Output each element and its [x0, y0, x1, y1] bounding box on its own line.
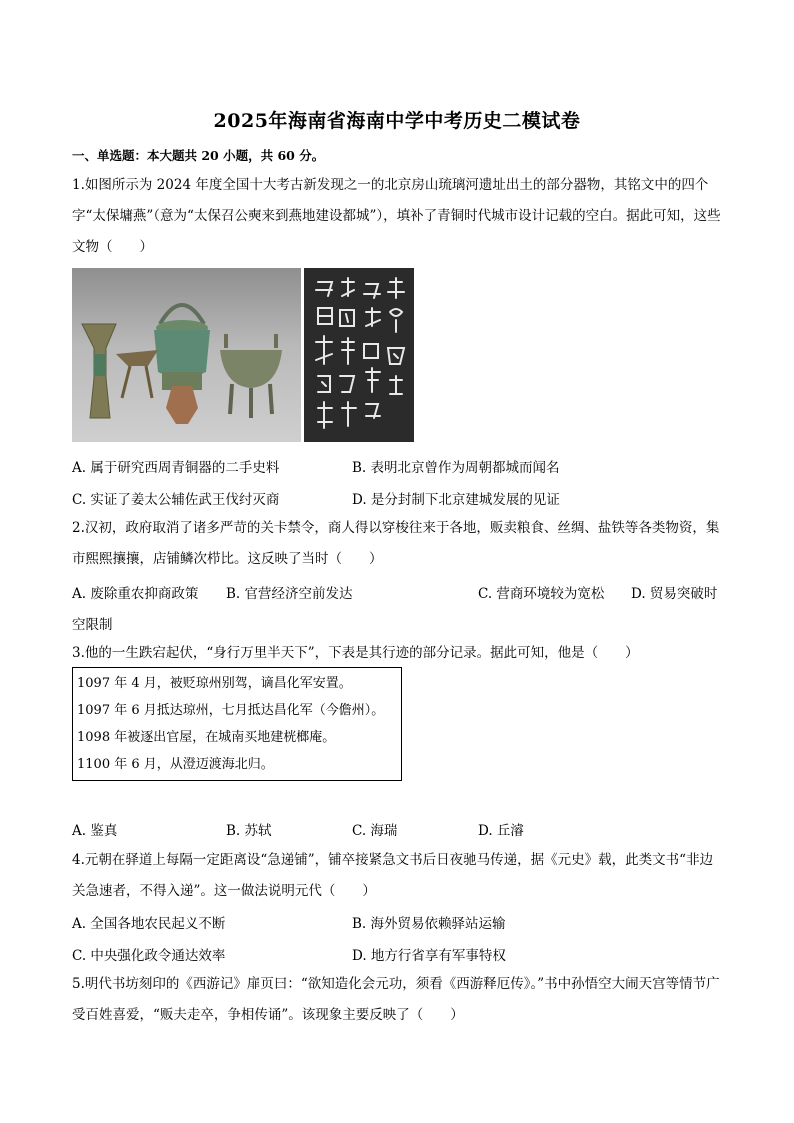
q4-option-b[interactable]: B. 海外贸易依赖驿站运输	[352, 916, 506, 932]
q4-option-c[interactable]: C. 中央强化政令通达效率	[72, 948, 226, 964]
question-4-stem: 4.元朝在驿道上每隔一定距离设“急递铺”，铺卒接紧急文书后日夜驰马传递，据《元史》载，此类文书“非边关急速者，不得入递”。这一做法说明元代（ ）	[72, 852, 714, 899]
q2-option-a[interactable]: A. 废除重农抑商政策	[72, 586, 199, 602]
q4-option-d[interactable]: D. 地方行省享有军事特权	[352, 948, 506, 964]
q3-option-c[interactable]: C. 海瑞	[352, 823, 398, 839]
q3-option-d[interactable]: D. 丘濬	[478, 823, 524, 839]
q4-option-a[interactable]: A. 全国各地农民起义不断	[72, 916, 226, 932]
q1-option-b[interactable]: B. 表明北京曾作为周朝都城而闻名	[352, 460, 560, 476]
question-5-stem: 5.明代书坊刻印的《西游记》扉页曰：“欲知造化会元功，须看《西游释厄传》。”书中孙悟空大闹天宫等情节广受百姓喜爱，“贩夫走卒，争相传诵”。该现象主要反映了（ ）	[72, 976, 720, 1023]
itinerary-table	[72, 667, 402, 781]
q3-option-a[interactable]: A. 鉴真	[72, 823, 118, 839]
question-2-options-row	[72, 582, 724, 602]
itinerary-row: 1097 年 6 月抵达琼州，七月抵达昌化军（今儋州）。	[77, 703, 385, 718]
q3-option-b[interactable]: B. 苏轼	[226, 823, 272, 839]
question-4-options-row-2	[72, 944, 724, 964]
q2-option-c[interactable]: C. 营商环境较为宽松	[478, 586, 605, 602]
question-2-option-d-wrap	[72, 613, 724, 633]
page-title: 2025年海南省海南中学中考历史二模试卷	[213, 110, 581, 132]
q2-option-b[interactable]: B. 官营经济空前发达	[226, 586, 353, 602]
q1-option-c[interactable]: C. 实证了姜太公辅佐武王伐纣灭商	[72, 492, 280, 508]
question-1-options-row-1	[72, 456, 724, 476]
inscription-rubbing	[304, 268, 414, 442]
itinerary-row: 1097 年 4 月，被贬琼州别驾，谪昌化军安置。	[77, 676, 352, 691]
itinerary-row: 1100 年 6 月，从澄迈渡海北归。	[77, 757, 274, 772]
question-3-stem: 3.他的一生跌宕起伏，“身行万里半天下”，下表是其行迹的部分记录。据此可知，他是（ ）	[72, 645, 639, 661]
question-1-options-row-2	[72, 488, 724, 508]
question-3-options-row	[72, 819, 724, 839]
question-1-stem: 1.如图所示为 2024 年度全国十大考古新发现之一的北京房山琉璃河遗址出土的部分器物，其铭文中的四个字“太保墉燕”（意为“太保召公奭来到燕地建设都城”），填补了青铜时代城市设计记载的空白。据此可知，这些文物（ ）	[72, 177, 721, 255]
section-heading: 一、单选题：本大题共 20 小题，共 60 分。	[72, 148, 325, 163]
question-4-options-row-1	[72, 912, 724, 932]
q1-option-a[interactable]: A. 属于研究西周青铜器的二手史料	[72, 460, 280, 476]
question-2-stem: 2.汉初，政府取消了诸多严苛的关卡禁令，商人得以穿梭往来于各地，贩卖粮食、丝绸、盐铁等各类物资，集市熙熙攘攘，店铺鳞次栉比。这反映了当时（ ）	[72, 520, 720, 567]
q1-option-d[interactable]: D. 是分封制下北京建城发展的见证	[352, 492, 560, 508]
q2-option-d-continued: 空限制	[72, 617, 113, 633]
bronze-vessels-photo	[72, 268, 301, 442]
q2-option-d[interactable]: D. 贸易突破时	[631, 586, 718, 602]
itinerary-row: 1098 年被逐出官屋，在城南买地建桄榔庵。	[77, 730, 336, 745]
